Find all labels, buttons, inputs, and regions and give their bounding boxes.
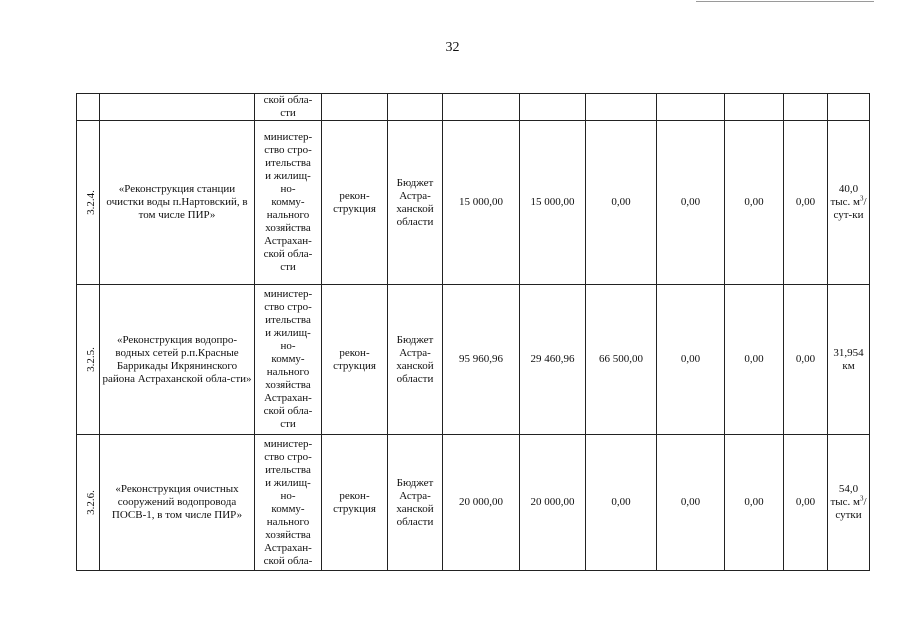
cell-num: 3.2.6. — [77, 435, 100, 571]
cell-note: 31,954 км — [828, 285, 870, 435]
cell-name: «Реконструкция станции очистки воды п.Нартовский, в том числе ПИР» — [100, 121, 255, 285]
org-line: Астрахан- — [264, 235, 312, 247]
org-line: хозяйства — [265, 379, 311, 391]
cell-total — [443, 94, 520, 121]
cell-value-5 — [725, 94, 784, 121]
table-row-continuation — [77, 94, 870, 121]
org-line: но- — [280, 340, 296, 352]
org-line: хозяйства — [265, 222, 311, 234]
cell-source — [388, 94, 443, 121]
org-line: ской обла- — [263, 248, 313, 260]
org-line: ство стро- — [264, 450, 312, 463]
cell-note: 40,0 тыс. $м^3/сут-ки$ — [828, 121, 870, 285]
cell-value-6 — [784, 94, 828, 121]
org-line: ительства — [265, 463, 311, 476]
page-number: 32 — [445, 40, 460, 55]
table-row — [77, 435, 870, 571]
cell-source: Бюджет Астра-ханской области — [388, 285, 443, 435]
org-line: сти — [280, 107, 296, 119]
org-line: комму- — [271, 196, 305, 208]
cell-value-2: 15 000,00 — [520, 121, 586, 285]
org-line: и жилищ- — [265, 476, 311, 489]
org-line: сти — [280, 261, 296, 273]
org-line: нального — [266, 209, 310, 221]
cell-value-5: 0,00 — [725, 435, 784, 571]
cell-value-4 — [657, 94, 725, 121]
org-line: ительства — [265, 157, 311, 169]
cell-value-6: 0,00 — [784, 285, 828, 435]
cell-value-4: 0,00 — [657, 121, 725, 285]
cell-value-3: 0,00 — [586, 435, 657, 571]
program-table — [76, 93, 870, 571]
cell-note — [828, 94, 870, 121]
cell-value-4: 0,00 — [657, 285, 725, 435]
cell-value-5: 0,00 — [725, 121, 784, 285]
cell-total: 20 000,00 — [443, 435, 520, 571]
org-line: ской обла- — [263, 94, 313, 106]
cell-type: рекон-струкция — [322, 435, 388, 571]
cell-name: «Реконструкция очистных сооружений водопровода ПОСВ-1, в том числе ПИР» — [100, 435, 255, 571]
cell-organization — [255, 121, 322, 285]
cell-value-6: 0,00 — [784, 121, 828, 285]
cell-value-5: 0,00 — [725, 285, 784, 435]
cell-name: «Реконструкция водопро-водных сетей р.п.Красные Баррикады Икрянинского района Астраханской обла-сти» — [100, 285, 255, 435]
org-line: комму- — [271, 502, 305, 515]
org-line: ской обла- — [263, 554, 313, 567]
cell-value-2: 29 460,96 — [520, 285, 586, 435]
org-line: нального — [266, 515, 310, 528]
org-line: ство стро- — [264, 144, 312, 156]
cell-name — [100, 94, 255, 121]
cell-value-3: 66 500,00 — [586, 285, 657, 435]
org-line: Астрахан- — [264, 541, 312, 554]
cell-organization — [255, 435, 322, 571]
cell-num: 3.2.5. — [77, 285, 100, 435]
org-line: комму- — [271, 353, 305, 365]
cell-type: рекон-струкция — [322, 121, 388, 285]
org-line: но- — [280, 489, 296, 502]
org-line: и жилищ- — [265, 170, 311, 182]
org-line: министер- — [263, 437, 313, 450]
org-line: ительства — [265, 314, 311, 326]
table-row — [77, 121, 870, 285]
cell-organization — [255, 94, 322, 121]
org-line: министер- — [263, 288, 313, 300]
top-rule — [696, 1, 874, 2]
cell-value-2: 20 000,00 — [520, 435, 586, 571]
cell-note: 54,0 тыс. $м^3/$ сутки — [828, 435, 870, 571]
org-line: сти — [280, 418, 296, 430]
cell-organization — [255, 285, 322, 435]
org-line: Астрахан- — [264, 392, 312, 404]
cell-num: 3.2.4. — [77, 121, 100, 285]
org-line: ской обла- — [263, 405, 313, 417]
org-line: ство стро- — [264, 301, 312, 313]
cell-num — [77, 94, 100, 121]
cell-type — [322, 94, 388, 121]
cell-source: Бюджет Астра-ханской области — [388, 435, 443, 571]
org-line: министер- — [263, 131, 313, 143]
org-line: но- — [280, 183, 296, 195]
org-line: хозяйства — [265, 528, 311, 541]
cell-value-3 — [586, 94, 657, 121]
cell-value-6: 0,00 — [784, 435, 828, 571]
table-row — [77, 285, 870, 435]
cell-total: 95 960,96 — [443, 285, 520, 435]
cell-type: рекон-струкция — [322, 285, 388, 435]
cell-value-3: 0,00 — [586, 121, 657, 285]
org-line: нального — [266, 366, 310, 378]
cell-value-4: 0,00 — [657, 435, 725, 571]
cell-value-2 — [520, 94, 586, 121]
cell-source: Бюджет Астра-ханской области — [388, 121, 443, 285]
cell-total: 15 000,00 — [443, 121, 520, 285]
org-line: и жилищ- — [265, 327, 311, 339]
